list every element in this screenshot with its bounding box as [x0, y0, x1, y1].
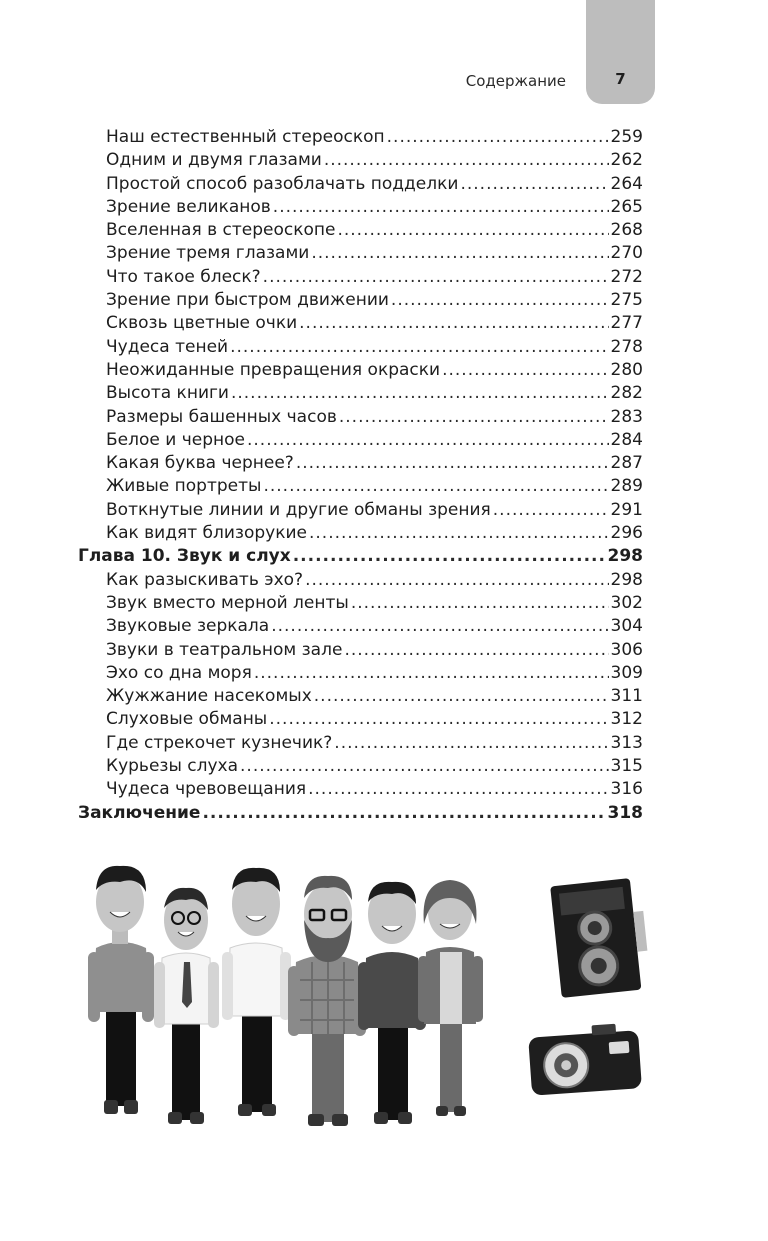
- toc-entry-title: Жужжание насекомых: [106, 686, 312, 707]
- toc-entry-page: 264: [610, 173, 643, 194]
- toc-entry-page: 282: [610, 383, 643, 404]
- toc-entry-page: 309: [610, 662, 643, 683]
- toc-entry-title: Вселенная в стереоскопе: [106, 220, 336, 241]
- toc-entry-page: 291: [610, 499, 643, 520]
- toc-entry-page: 298: [607, 546, 643, 567]
- toc-entry-title: Слуховые обманы: [106, 709, 268, 730]
- toc-entry-page: 306: [610, 639, 643, 660]
- toc-entry-title: Где стрекочет кузнечик?: [106, 732, 333, 753]
- vintage-camera-illustration: [550, 877, 651, 998]
- toc-entry-page: 287: [610, 453, 643, 474]
- toc-entry-page: 272: [610, 266, 643, 287]
- toc-entry-page: 270: [610, 243, 643, 264]
- toc-entry-page: 278: [610, 336, 643, 357]
- toc-entry-page: 280: [610, 359, 643, 380]
- toc-entry-title: Как разыскивать эхо?: [106, 569, 304, 590]
- toc-entry-title: Чудеса теней: [106, 336, 229, 357]
- toc-entry-page: 316: [610, 779, 643, 800]
- toc-entry-page: 315: [610, 756, 643, 777]
- toc-entry-page: 313: [610, 732, 643, 753]
- toc-entry-title: Звук вместо мерной ленты: [106, 592, 349, 613]
- toc-entry-title: Белое и черное: [106, 429, 245, 450]
- toc-entry-title: Глава 10. Звук и слух: [78, 546, 291, 567]
- toc-entry-title: Живые портреты: [106, 476, 262, 497]
- toc-entry-title: Одним и двумя глазами: [106, 150, 322, 171]
- toc-entry-title: Как видят близорукие: [106, 523, 307, 544]
- toc-entry-page: 304: [610, 616, 643, 637]
- toc-entry-title: Звуковые зеркала: [106, 616, 270, 637]
- toc-entry-title: Эхо со дна моря: [106, 662, 252, 683]
- toc-entry-page: 277: [610, 313, 643, 334]
- toc-entry-page: 318: [607, 802, 643, 823]
- toc-entry-title: Зрение великанов: [106, 196, 271, 217]
- toc-entry-page: 284: [610, 429, 643, 450]
- toc-entry-title: Зрение тремя глазами: [106, 243, 310, 264]
- toc-entry-page: 312: [610, 709, 643, 730]
- toc-entry-title: Звуки в театральном зале: [106, 639, 343, 660]
- person-woman-illustration: [418, 880, 483, 1116]
- toc-entry-page: 265: [610, 196, 643, 217]
- person-dark-sweater-illustration: [358, 882, 426, 1124]
- toc-entry-title: Наш естественный стереоскоп: [106, 127, 385, 147]
- toc-entry-page: 289: [610, 476, 643, 497]
- running-header: Содержание: [465, 72, 566, 90]
- toc-entry-title: Что такое блеск?: [106, 266, 261, 287]
- toc-entry-page: 262: [610, 150, 643, 171]
- toc-entry-page: 283: [610, 406, 643, 427]
- person-bearded-illustration: [288, 876, 366, 1126]
- toc-entry-title: Какая буква чернее?: [106, 453, 294, 474]
- toc-entry-page: 275: [610, 290, 643, 311]
- toc-entry-title: Воткнутые линии и другие обманы зрения: [106, 499, 491, 520]
- toc-entry-title: Курьезы слуха: [106, 756, 239, 777]
- toc-entry-page: 311: [610, 686, 643, 707]
- toc-entry-page: 268: [610, 220, 643, 241]
- toc-entry-page: 302: [610, 592, 643, 613]
- toc-entry-title: Неожиданные превращения окраски: [106, 359, 441, 380]
- person-grey-sweater-illustration: [88, 866, 154, 1114]
- digital-camera-illustration: [528, 1022, 642, 1096]
- toc-entry-title: Простой способ разоблачать подделки: [106, 173, 459, 194]
- toc-entry-title: Чудеса чревовещания: [106, 779, 307, 800]
- page-number: 7: [615, 70, 626, 88]
- toc-entry-page: 298: [610, 569, 643, 590]
- toc-entry-title: Заключение: [78, 802, 201, 823]
- toc-entry-title: Зрение при быстром движении: [106, 290, 389, 311]
- person-glasses-tie-illustration: [154, 888, 219, 1124]
- toc-entry-title: Размеры башенных часов: [106, 406, 337, 427]
- toc-entry-page: 259: [610, 127, 643, 147]
- toc-entry-title: Высота книги: [106, 383, 229, 404]
- toc-entry-page: 296: [610, 523, 643, 544]
- person-white-shirt-illustration: [222, 868, 291, 1116]
- toc-entry-title: Сквозь цветные очки: [106, 313, 298, 334]
